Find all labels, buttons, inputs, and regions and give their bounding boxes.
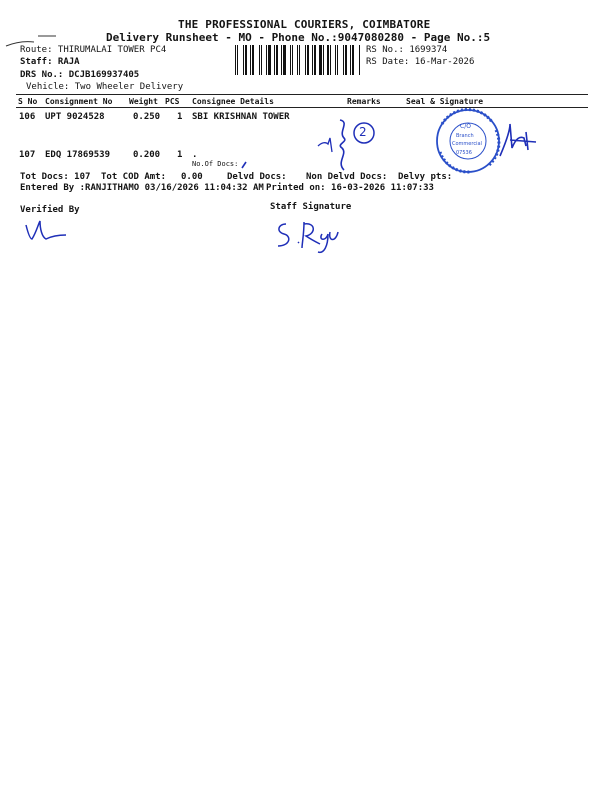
row2-weight: 0.200	[133, 150, 161, 160]
route-label: Route: THIRUMALAI TOWER PC4	[20, 45, 167, 55]
row1-consignee: SBI KRISHNAN TOWER	[192, 112, 290, 122]
total-cod-value: 0.00	[181, 172, 203, 182]
row1-weight: 0.250	[133, 112, 161, 122]
col-sno: S No	[18, 97, 38, 106]
no-of-docs-label: No.Of Docs:	[192, 160, 239, 168]
circled-number: 2	[359, 125, 367, 139]
svg-text:Commercial: Commercial	[452, 141, 482, 147]
col-seal-signature: Seal & Signature	[406, 97, 484, 106]
vehicle-label: Vehicle: Two Wheeler Delivery	[26, 82, 184, 92]
rs-number: RS No.: 1699374	[366, 45, 448, 55]
staff-signature	[268, 214, 348, 254]
non-delivered-docs: Non Delvd Docs:	[306, 172, 388, 182]
row2-pcs: 1	[177, 150, 183, 160]
rs-date: RS Date: 16-Mar-2026	[366, 57, 475, 67]
header-top-rule	[16, 94, 588, 95]
total-cod-label: Tot COD Amt:	[101, 172, 167, 182]
col-pcs: PCS	[165, 97, 180, 106]
delivery-points: Delvy pts:	[398, 172, 453, 182]
entered-by: Entered By :RANJITHAMO 03/16/2026 11:04:32 AM	[20, 183, 264, 193]
barcode-icon	[232, 45, 362, 75]
delivered-docs: Delvd Docs:	[227, 172, 287, 182]
drs-number: DRS No.: DCJB169937405	[20, 70, 140, 80]
row2-sno: 107	[19, 150, 36, 160]
total-docs: Tot Docs: 107	[20, 172, 91, 182]
verifier-signature	[22, 215, 82, 245]
staff-signature-label: Staff Signature	[270, 202, 352, 212]
svg-text:Branch: Branch	[456, 133, 474, 139]
col-consignment: Consignment No	[45, 97, 113, 106]
row1-consignment: UPT 9024528	[45, 112, 105, 122]
printed-on: Printed on: 16-03-2026 11:07:33	[266, 183, 434, 193]
col-remarks: Remarks	[347, 97, 381, 106]
runsheet-subtitle: Delivery Runsheet - MO - Phone No.:9047080280 - Page No.:5	[106, 31, 491, 44]
svg-text:07536: 07536	[456, 150, 472, 156]
col-weight: Weight	[129, 97, 158, 106]
row1-pcs: 1	[177, 112, 183, 122]
svg-text:C/O: C/O	[460, 123, 471, 130]
row1-sno: 106	[19, 112, 36, 122]
recipient-signature	[496, 120, 546, 160]
row2-consignee: .	[192, 150, 198, 160]
col-consignee: Consignee Details	[192, 97, 274, 106]
company-title: THE PROFESSIONAL COURIERS, COIMBATORE	[178, 18, 431, 31]
row2-consignment: EDQ 17869539	[45, 150, 111, 160]
staff-label: Staff: RAJA	[20, 57, 80, 67]
verified-by-label: Verified By	[20, 205, 80, 215]
